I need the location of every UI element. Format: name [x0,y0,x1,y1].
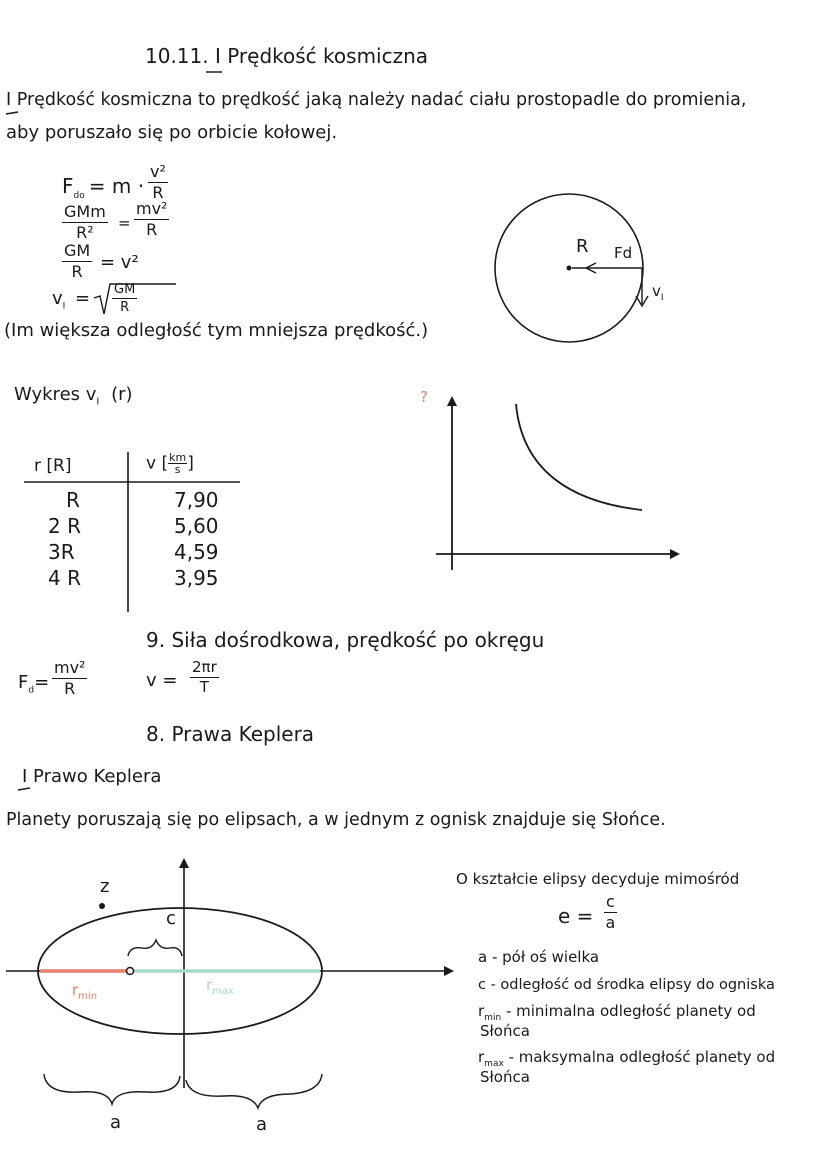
definition-rmin-sub: min [484,1013,502,1023]
kepler-law-title: I Prawo Keplera [22,766,162,787]
graph-title-arg: (r) [111,384,133,405]
graph-y-mark: ? [420,388,428,406]
kepler-law-text: Planety poruszają się po elipsach, a w jednym z ognisk znajduje się Słońce. [6,810,666,830]
eq4-num: GM [114,282,136,297]
definition-rmin-symbol: r [478,1002,485,1020]
ellipse-a-right: a [256,1114,268,1135]
eq4-v-symbol: v [52,288,63,309]
section-9-fd-equals: = [34,672,50,693]
eq1-mid: = m · [88,174,145,198]
eq1-num: v² [150,162,166,181]
ellipse-rmax-symbol: r [206,976,213,994]
eq2-left-num: GMm [64,202,106,221]
section-9-fd-symbol: F [18,672,29,693]
a-brace-left [44,1074,180,1104]
definition-rmin-line2: Słońca [480,1022,530,1040]
orbit-velocity-symbol: v [652,282,661,300]
eq2-right-den: R [146,220,158,239]
table-cell-v: 4,59 [174,540,219,564]
ellipse-a-left: a [110,1112,122,1133]
eccentricity-intro: O kształcie elipsy decyduje mimośród [456,870,740,888]
kepler-i-underline [18,788,30,790]
orbit-radius-label: R [576,236,589,257]
orbit-force-label: Fd [614,244,633,262]
section-9-fd-den: R [64,679,76,698]
eq1-f-symbol: F [62,174,74,198]
eq4-equals: = [75,288,91,309]
definition-rmax-sub: max [484,1059,504,1069]
eq1-den: R [152,183,164,202]
page-title: 10.11. I Prędkość kosmiczna [145,44,429,68]
table-cell-v: 7,90 [174,488,219,512]
c-brace [128,940,182,956]
table-header-v-unit-den: s [174,463,181,476]
definition-i-underline [6,112,18,114]
definition-rmax-symbol: r [478,1048,485,1066]
table-header-r: r [R] [34,456,72,476]
ellipse-rmax-sub: max [212,986,234,997]
section-9-title: 9. Siła dośrodkowa, prędkość po okręgu [146,628,545,652]
sqrt-sign [94,284,176,314]
definition-rmax-text: - maksymalna odległość planety od [508,1048,776,1066]
table-cell-v: 3,95 [174,566,219,590]
definition-c: c - odległość od środka elipsy do ogniska [478,977,775,993]
ellipse-planet [99,903,105,909]
ellipse-planet-label: z [100,876,110,897]
eccentricity-num: c [606,892,615,911]
eq1-f-sub: do [73,191,85,201]
definition-rmax-line2: Słońca [480,1068,530,1086]
table-cell-r: 3R [48,540,75,564]
section-9-fd-num: mv² [54,658,86,677]
eccentricity-den: a [605,913,616,932]
definition-line-1: I Prędkość kosmiczna to prędkość jaką należy nadać ciału prostopadle do promienia, [6,90,747,110]
definition-line-2: aby poruszało się po orbicie kołowej. [6,122,338,143]
table-header-v-prefix: v [ [146,453,169,474]
eq2-left-den: R² [76,223,94,242]
orbit-velocity-sub: I [660,293,664,303]
eq4-v-sub: I [62,301,66,312]
table-cell-r: 2 R [48,514,81,538]
a-brace-right [186,1074,322,1108]
definition-a: a - pół oś wielka [478,948,600,966]
table-cell-r: R [66,488,80,512]
eq3-den: R [71,262,83,281]
table-cell-v: 5,60 [174,514,219,538]
graph-title-sub: I [96,396,100,408]
table-cell-r: 4 R [48,566,81,590]
orbit-center-dot [567,266,572,271]
eccentricity-e-left: e = [558,904,594,928]
graph-title-text: Wykres v [14,384,97,405]
ellipse-focus [127,968,134,975]
eq4-den: R [120,300,130,315]
ellipse-rmin-symbol: r [72,981,79,999]
eq2-equals: = [118,214,131,232]
note-distance-speed: (Im większa odległość tym mniejsza prędkość.) [4,320,429,341]
section-9-fd-sub: d [28,685,35,696]
section-9-v-den: T [199,678,209,696]
definition-rmin-text: - minimalna odległość planety od [505,1002,756,1020]
table-header-v-suffix: ] [187,453,194,474]
eq2-right-num: mv² [136,199,168,218]
section-9-v-num: 2πr [192,658,217,676]
graph-curve [516,404,642,510]
section-8-title: 8. Prawa Keplera [146,722,315,746]
table-header-v-unit-num: km [169,451,187,464]
section-9-v-left: v = [146,670,178,691]
ellipse-c-label: c [166,908,176,929]
eq3-right: = v² [100,252,139,273]
eq3-num: GM [64,241,91,260]
ellipse-rmin-sub: min [78,991,98,1002]
